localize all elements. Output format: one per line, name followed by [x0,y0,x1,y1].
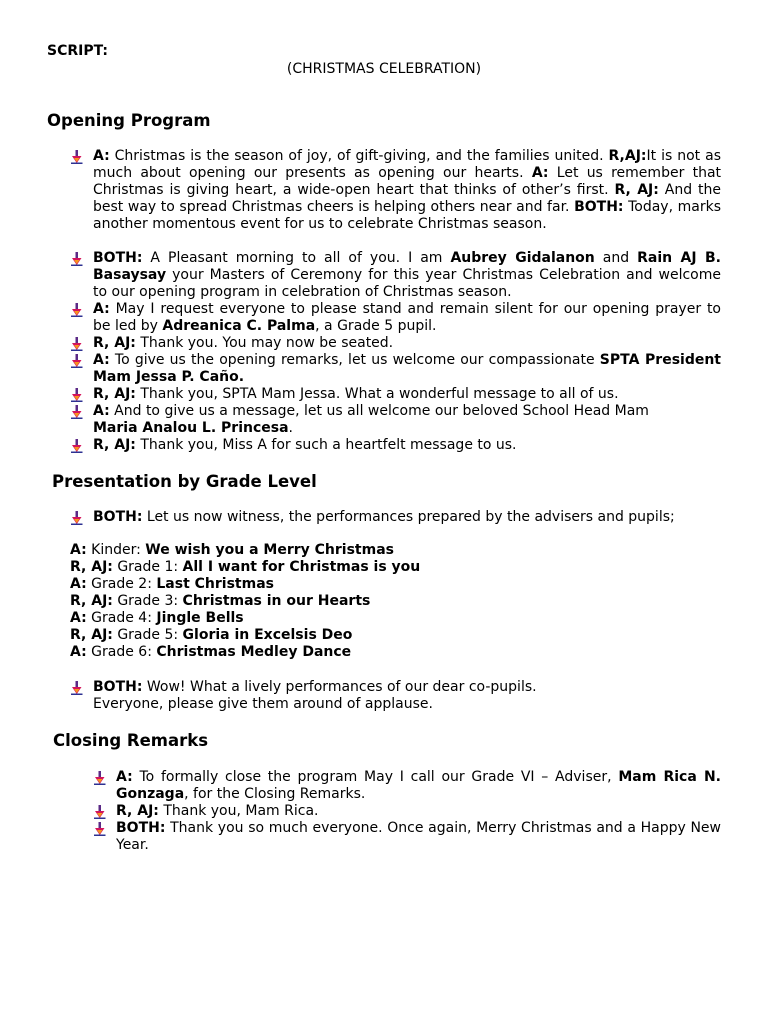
bullet-arrow-icon [71,303,83,317]
speaker-or-emphasis: R, AJ: [70,627,113,643]
bullet-arrow-icon [71,439,83,453]
script-text: Thank you, Miss A for such a heartfelt message to us. [135,437,517,453]
bullet-arrow-icon [71,388,83,402]
speaker-or-emphasis: A: [70,610,87,626]
script-text: Everyone, please give them around of applause. [93,696,433,712]
speaker-or-emphasis: Aubrey Gidalanon [450,250,595,266]
speaker-or-emphasis: BOTH: [116,820,166,836]
grade-performance-row [70,559,420,576]
script-text: Thank you, Mam Rica. [158,803,319,819]
script-text: , a Grade 5 pupil. [315,318,437,334]
speaker-or-emphasis: A: [70,644,87,660]
speaker-or-emphasis: Last Christmas [156,576,274,592]
script-text: Grade 1: [112,559,183,575]
bullet-arrow-icon [94,805,106,819]
speaker-or-emphasis: A: [70,576,87,592]
script-text: And to give us a message, let us all welcome our beloved School Head Mam [109,403,649,419]
grade-performance-row [70,610,244,627]
speaker-or-emphasis: A: [531,165,549,181]
speaker-or-emphasis: R, AJ: [93,437,136,453]
speaker-or-emphasis: A: [93,148,110,164]
script-text: Let us now witness, the performances prepared by the advisers and pupils; [142,509,675,525]
script-text: May I request everyone to please stand and remain silent for our opening prayer to be led by [93,301,721,334]
speaker-or-emphasis: SPTA President Mam Jessa P. Caño. [93,352,722,385]
grade-performance-row [70,542,394,559]
speaker-or-emphasis: A: [70,542,87,558]
section-heading-closing: Closing Remarks [53,731,209,750]
speaker-or-emphasis: R, AJ: [116,803,159,819]
closing-item [116,769,721,803]
speaker-or-emphasis: Rain AJ B. Basaysay [93,250,721,283]
speaker-or-emphasis: R, AJ: [70,559,113,575]
speaker-or-emphasis: Christmas Medley Dance [156,644,352,660]
section-heading-opening: Opening Program [47,111,211,130]
speaker-or-emphasis: BOTH: [93,250,143,266]
script-text: Let us remember that Christmas is giving heart, a wide-open heart that thinks of other’s first. [93,165,722,198]
opening-item [93,335,721,352]
speaker-or-emphasis: R, AJ: [70,593,113,609]
script-text: Thank you so much everyone. Once again, Merry Christmas and a Happy New Year. [116,820,721,853]
script-text: It is not as much about opening our presents as opening our hearts. [93,148,721,181]
opening-item [93,301,721,335]
opening-item [93,386,721,403]
bullet-arrow-icon [71,252,83,266]
opening-item [93,403,721,437]
script-text: Today, marks another momentous event for us to celebrate Christmas season. [93,199,721,232]
opening-item [93,437,721,454]
grade-performance-row [70,593,370,610]
speaker-or-emphasis: BOTH: [574,199,624,215]
script-text: Grade 2: [86,576,157,592]
script-text: Grade 4: [86,610,157,626]
grade-performance-row [70,576,274,593]
grade-performance-row [70,644,351,661]
script-text: To formally close the program May I call our Grade VI – Adviser, [132,769,619,785]
speaker-or-emphasis: All I want for Christmas is you [182,559,421,575]
speaker-or-emphasis: A: [93,301,110,317]
speaker-or-emphasis: Gloria in Excelsis Deo [182,627,353,643]
bullet-arrow-icon [71,405,83,419]
script-text: And the best way to spread Christmas cheers is helping others near and far. [93,182,721,215]
script-text: and [594,250,638,266]
script-text: A Pleasant morning to all of you. I am [142,250,451,266]
script-text: Christmas is the season of joy, of gift-giving, and the families united. [109,148,609,164]
presentation-outro [93,679,721,713]
document-title: (CHRISTMAS CELEBRATION) [286,61,482,77]
bullet-arrow-icon [71,354,83,368]
opening-item [93,250,721,301]
speaker-or-emphasis: A: [93,403,110,419]
bullet-arrow-icon [71,150,83,164]
opening-item [93,148,721,233]
speaker-or-emphasis: R, AJ: [93,335,136,351]
presentation-intro [93,509,721,526]
bullet-arrow-icon [94,822,106,836]
grade-performance-row [70,627,352,644]
script-text: Wow! What a lively performances of our dear co-pupils. [142,679,537,695]
speaker-or-emphasis: A: [116,769,133,785]
speaker-or-emphasis: BOTH: [93,509,143,525]
bullet-arrow-icon [71,511,83,525]
speaker-or-emphasis: Maria Analou L. Princesa [93,420,289,436]
speaker-or-emphasis: BOTH: [93,679,143,695]
opening-item [93,352,721,386]
section-heading-presentation: Presentation by Grade Level [52,472,317,491]
script-text: Thank you. You may now be seated. [135,335,394,351]
script-text: Grade 6: [86,644,157,660]
script-text: Grade 3: [112,593,183,609]
script-text: your Masters of Ceremony for this year Christmas Celebration and welcome to our opening program in celebration of Christmas season. [93,267,721,300]
script-text: , for the Closing Remarks. [184,786,366,802]
bullet-arrow-icon [71,337,83,351]
script-text: Thank you, SPTA Mam Jessa. What a wonderful message to all of us. [135,386,619,402]
speaker-or-emphasis: Jingle Bells [156,610,244,626]
bullet-arrow-icon [71,681,83,695]
script-text: To give us the opening remarks, let us welcome our compassionate [109,352,600,368]
speaker-or-emphasis: R,AJ: [608,148,647,164]
bullet-arrow-icon [94,771,106,785]
speaker-or-emphasis: A: [93,352,110,368]
script-text: Kinder: [86,542,146,558]
speaker-or-emphasis: Adreanica C. Palma [162,318,316,334]
script-label: SCRIPT: [47,43,108,59]
speaker-or-emphasis: R, AJ: [93,386,136,402]
closing-item [116,803,721,820]
speaker-or-emphasis: R, AJ: [614,182,659,198]
speaker-or-emphasis: Christmas in our Hearts [182,593,371,609]
closing-item [116,820,721,854]
script-text: . [288,420,293,436]
speaker-or-emphasis: Mam Rica N. Gonzaga [116,769,721,802]
speaker-or-emphasis: We wish you a Merry Christmas [145,542,394,558]
script-text: Grade 5: [112,627,183,643]
